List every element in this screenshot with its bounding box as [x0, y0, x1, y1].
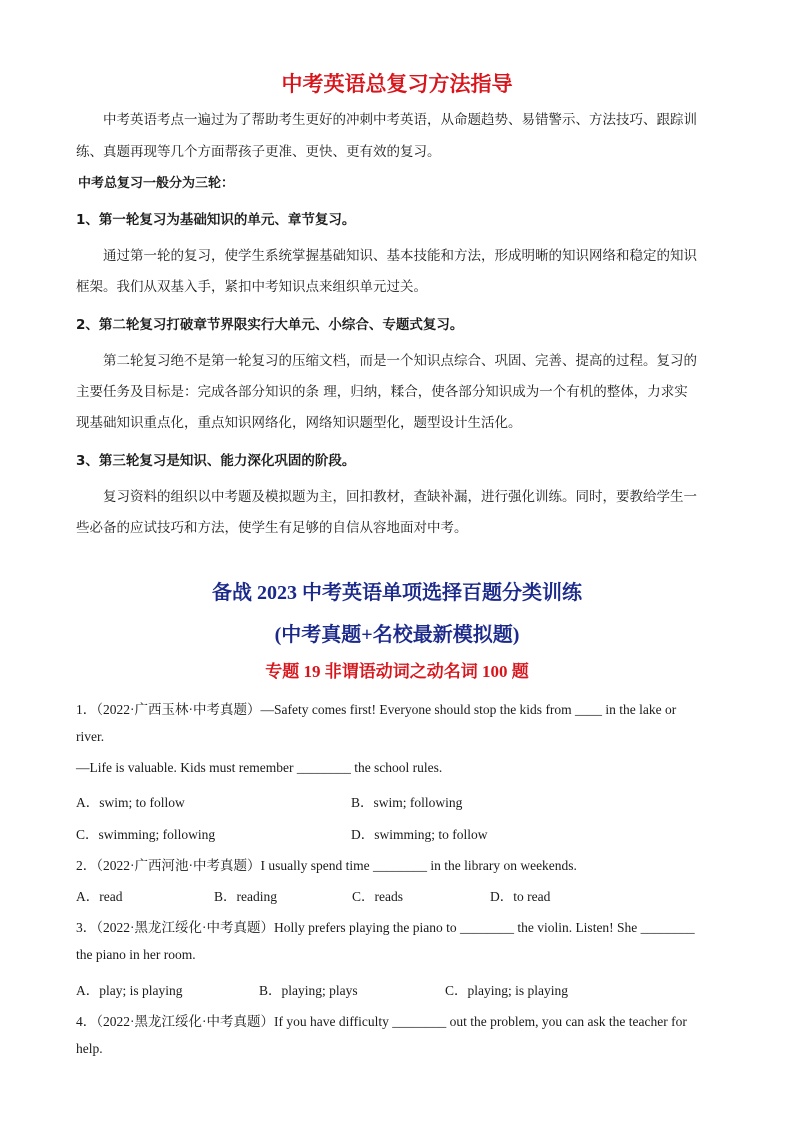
question-4-line-2: help. [76, 1041, 103, 1056]
round2-line-2: 主要任务及目标是：完成各部分知识的条 理，归纳，糅合，使各部分知识成为一个有机的整体，力求实 [76, 384, 688, 400]
question-3-option-a[interactable]: A．play; is playing [76, 983, 183, 998]
question-2-line-1: 2．（2022·广西河池·中考真题）I usually spend time ________ in the library on weekends. [76, 858, 577, 873]
question-1-option-a[interactable]: A．swim; to follow [76, 795, 185, 810]
question-3-line-1: 3．（2022·黑龙江绥化·中考真题）Holly prefers playing the piano to ________ the violin. Listen! She ________ [76, 920, 695, 935]
question-2-option-d[interactable]: D．to read [490, 889, 551, 904]
guide-title: 中考英语总复习方法指导 [281, 72, 513, 96]
intro-line-1: 中考英语考点一遍过为了帮助考生更好的冲刺中考英语，从命题趋势、易错警示、方法技巧、跟踪训 [103, 112, 697, 128]
question-2-option-b[interactable]: B．reading [214, 889, 277, 904]
question-3-option-c[interactable]: C．playing; is playing [445, 983, 568, 998]
question-3-option-b[interactable]: B．playing; plays [259, 983, 358, 998]
round1-line-1: 通过第一轮的复习，使学生系统掌握基础知识、基本技能和方法，形成明晰的知识网络和稳定的知识 [103, 248, 697, 264]
round3-heading: 3、第三轮复习是知识、能力深化巩固的阶段。 [76, 453, 356, 469]
round1-line-2: 框架。我们从双基入手，紧扣中考知识点来组织单元过关。 [76, 279, 427, 295]
rounds-heading: 中考总复习一般分为三轮： [78, 176, 235, 191]
round3-line-1: 复习资料的组织以中考题及模拟题为主，回扣教材，查缺补漏，进行强化训练。同时，要教给学生一 [103, 489, 697, 505]
question-1-option-d[interactable]: D．swimming; to follow [351, 827, 488, 842]
exam-subtitle: (中考真题+名校最新模拟题) [274, 624, 520, 646]
question-1-option-b[interactable]: B．swim; following [351, 795, 463, 810]
question-3-line-2: the piano in her room. [76, 947, 196, 962]
question-1-option-c[interactable]: C．swimming; following [76, 827, 216, 842]
question-2-option-c[interactable]: C．reads [352, 889, 403, 904]
round3-line-2: 些必备的应试技巧和方法，使学生有足够的自信从容地面对中考。 [76, 520, 468, 536]
question-1-line-3: —Life is valuable. Kids must remember ________ the school rules. [76, 760, 443, 775]
topic-title: 专题 19 非谓语动词之动名词 100 题 [265, 662, 529, 681]
question-4-line-1: 4．（2022·黑龙江绥化·中考真题）If you have difficulty ________ out the problem, you can ask the teacher for [76, 1014, 687, 1029]
intro-line-2: 练、真题再现等几个方面帮孩子更准、更快、更有效的复习。 [76, 144, 441, 160]
round1-heading: 1、第一轮复习为基础知识的单元、章节复习。 [76, 212, 356, 228]
question-2-option-a[interactable]: A．read [76, 889, 123, 904]
question-1-line-2: river. [76, 729, 105, 744]
exam-title: 备战 2023 中考英语单项选择百题分类训练 [212, 582, 582, 604]
question-1-line-1: 1．（2022·广西玉林·中考真题）—Safety comes first! Everyone should stop the kids from ____ in the lake or [76, 702, 677, 717]
round2-heading: 2、第二轮复习打破章节界限实行大单元、小综合、专题式复习。 [76, 317, 464, 333]
round2-line-3: 现基础知识重点化，重点知识网络化，网络知识题型化，题型设计生活化。 [76, 415, 522, 431]
round2-line-1: 第二轮复习绝不是第一轮复习的压缩文档，而是一个知识点综合、巩固、完善、提高的过程。复习的 [103, 353, 697, 369]
